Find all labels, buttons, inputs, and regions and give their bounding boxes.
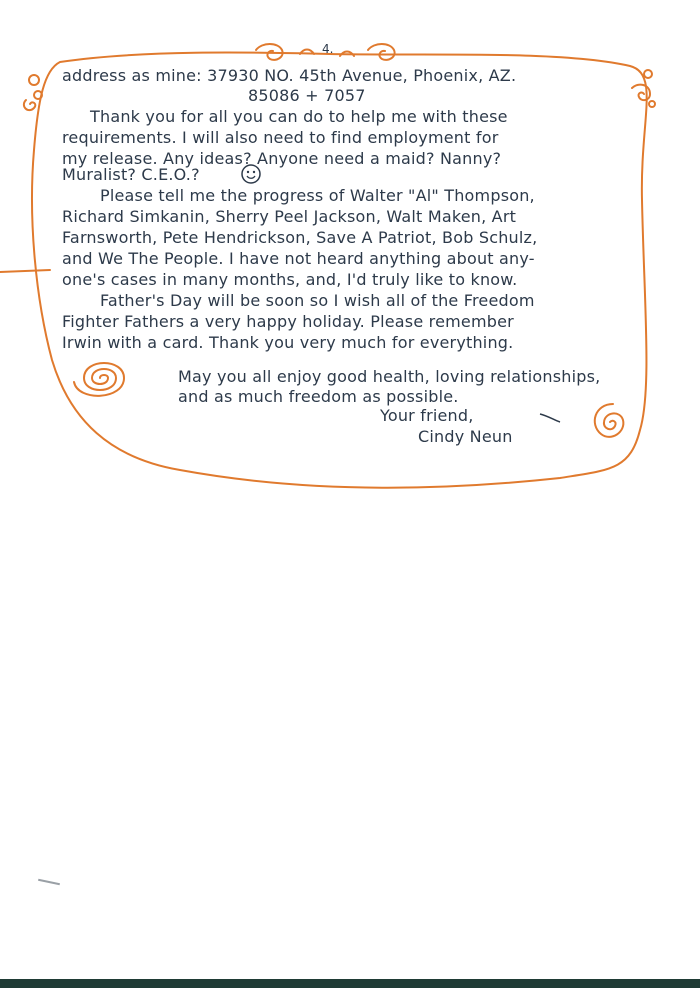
letter-line-2: 85086 + 7057 [248,86,366,105]
spiral-swirl-icon-right [595,404,624,437]
top-swirl-right [368,44,395,60]
closing-line-1: May you all enjoy good health, loving relationships, [178,367,601,386]
closing-line-2: and as much freedom as possible. [178,387,459,406]
smiley-face-icon [240,163,262,185]
letter-line-8: Richard Simkanin, Sherry Peel Jackson, Walt Maken, Art [62,207,517,226]
letter-line-10: and We The People. I have not heard anything about any- [62,249,535,268]
letter-line-13: Fighter Fathers a very happy holiday. Please remember [62,312,514,331]
letter-line-6: Muralist? C.E.O.? [62,165,200,184]
spiral-swirl-icon [74,363,124,396]
letter-line-7: Please tell me the progress of Walter "Al" Thompson, [100,186,535,205]
letter-line-9: Farnsworth, Pete Hendrickson, Save A Patriot, Bob Schulz, [62,228,538,247]
footer-bar [0,979,700,988]
letter-line-4: requirements. I will also need to find employment for [62,128,499,147]
scan-mark [38,879,60,886]
flourish-icon [540,414,560,422]
letter-line-12: Father's Day will be soon so I wish all of the Freedom [100,291,535,310]
letter-line-5: my release. Any ideas? Anyone need a maid? Nanny? [62,149,502,168]
closing-salutation: Your friend, [380,406,474,425]
page-number: 4. [322,42,334,56]
letter-line-1: address as mine: 37930 NO. 45th Avenue, Phoenix, AZ. [62,66,517,85]
letter-line-14: Irwin with a card. Thank you very much for everything. [62,333,514,352]
signature-name: Cindy Neun [418,427,513,446]
letter-line-11: one's cases in many months, and, I'd truly like to know. [62,270,518,289]
left-swirl [24,100,35,110]
letter-line-3: Thank you for all you can do to help me with these [90,107,508,126]
